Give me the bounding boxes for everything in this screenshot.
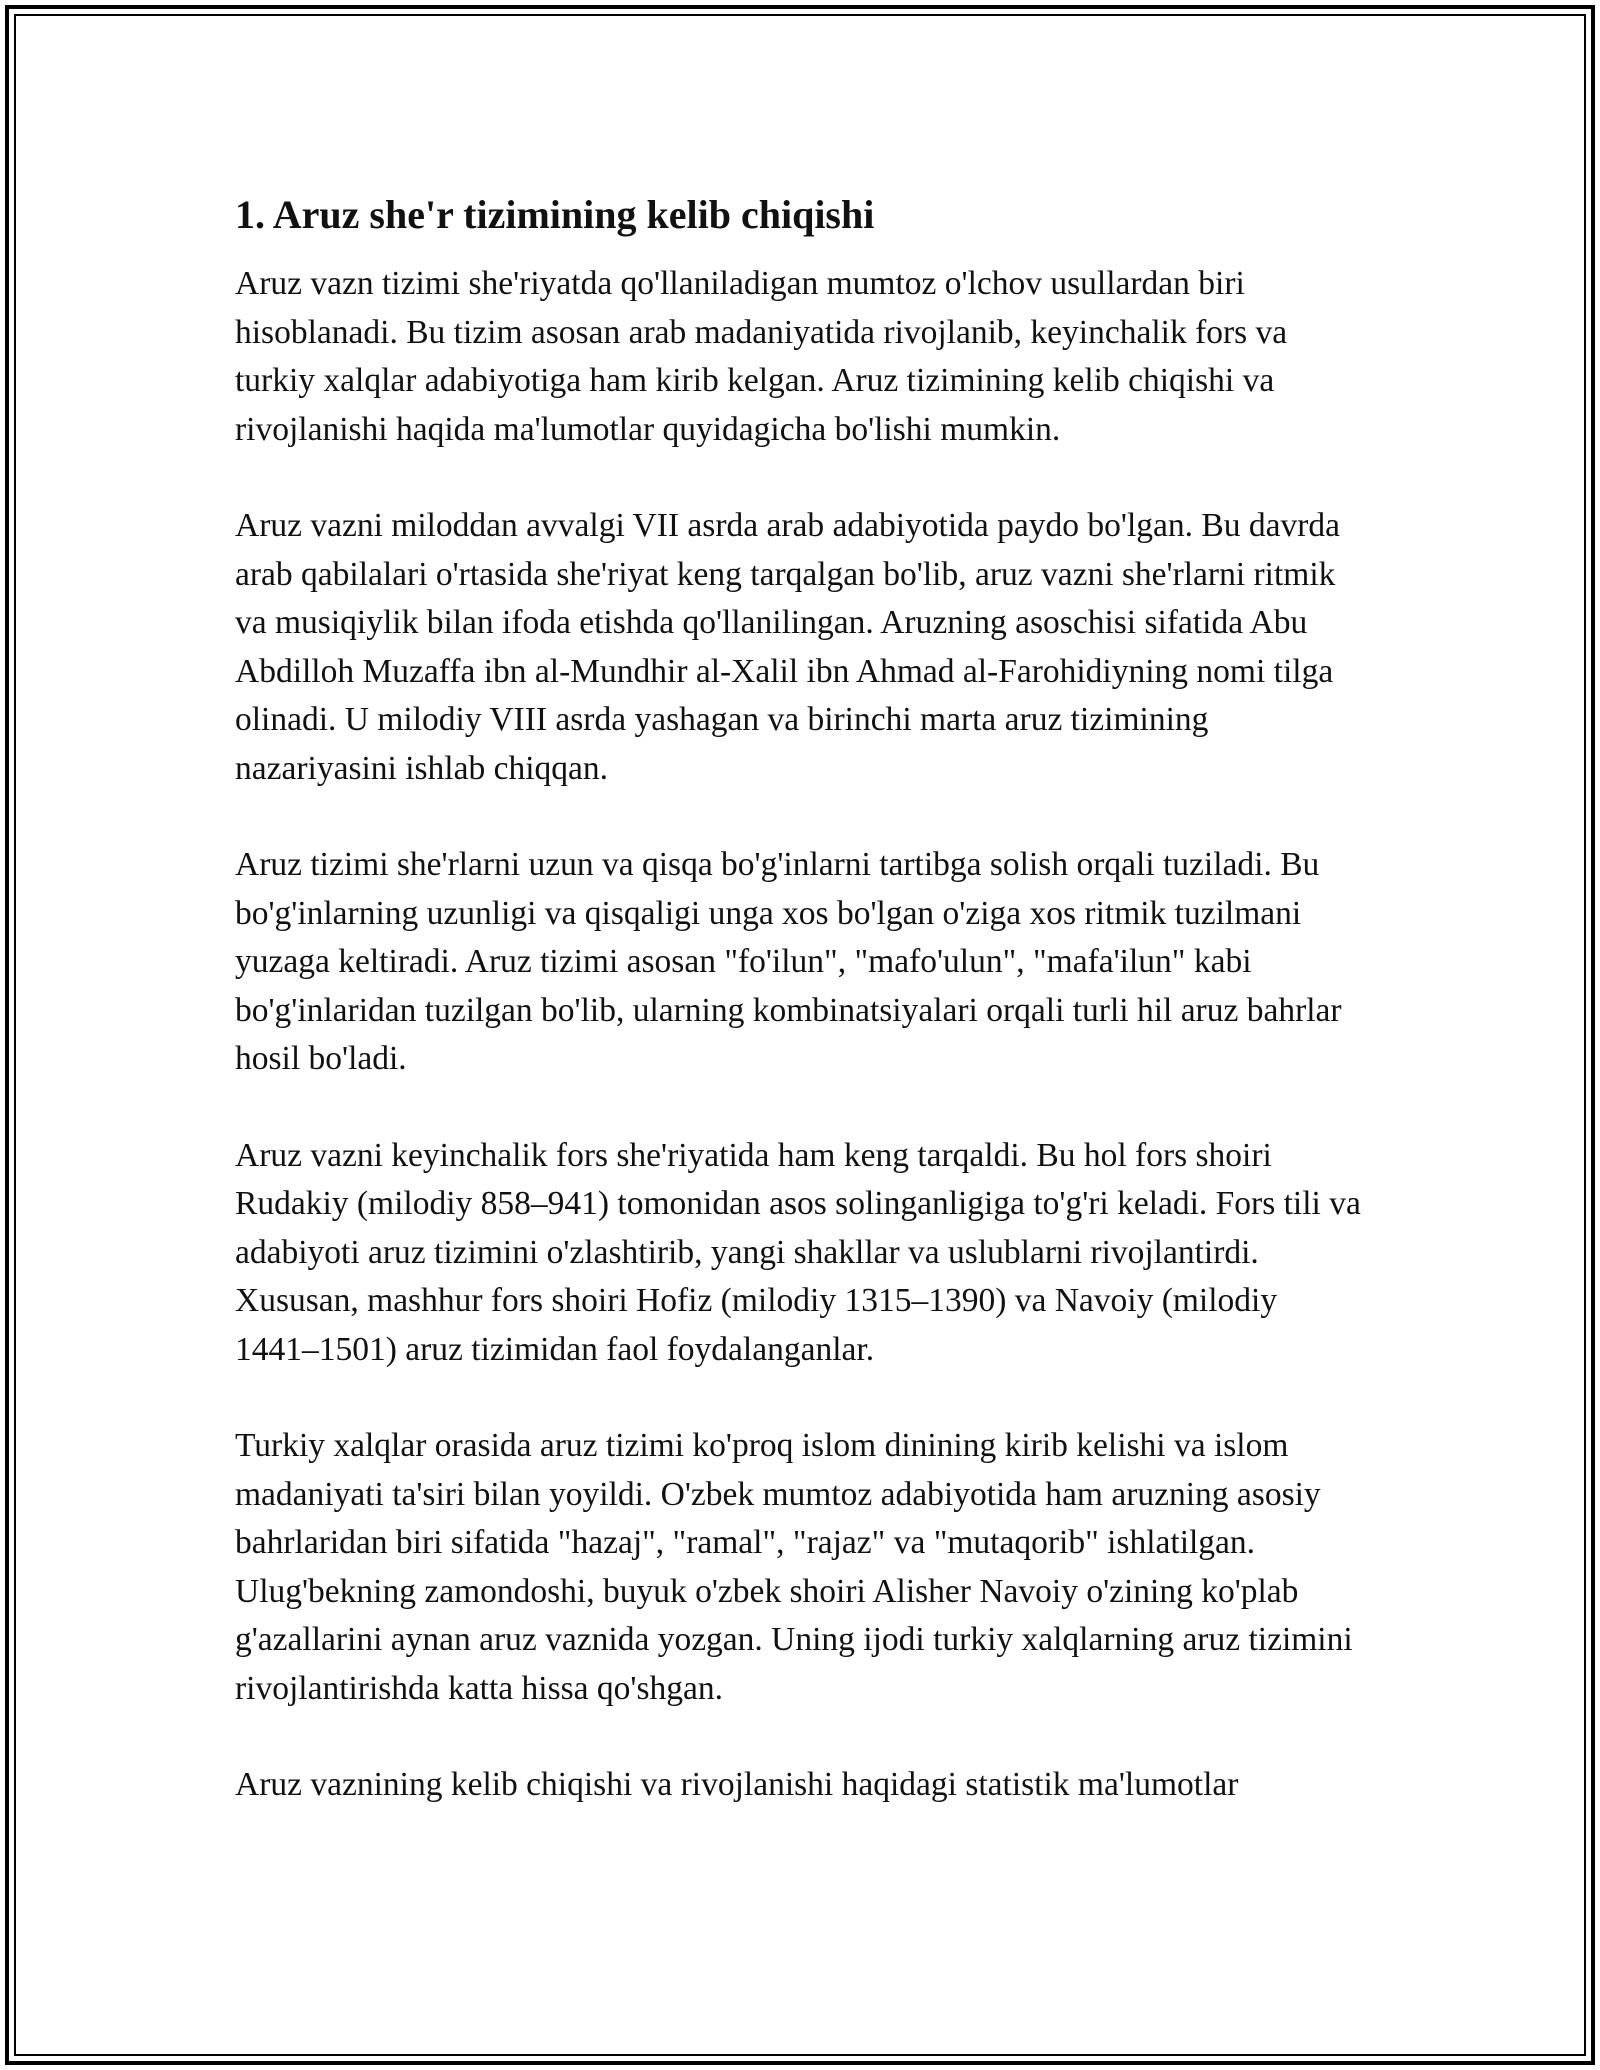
page-title: 1. Aruz she'r tizimining kelib chiqishi (235, 192, 875, 237)
document-body (235, 190, 1365, 1858)
paragraph-persian-poetry: Aruz vazni keyinchalik fors she'riyatida ham keng tarqaldi. Bu hol fors shoiri Rudakiy (milodiy 858–941) tomonidan asos solinganligiga to'g'ri keladi. Fors tili va adabiyoti aruz tizimini o'zlashtirib, yangi shakllar va uslublarni rivojlantirdi. Xususan, mashhur fors shoiri Hofiz (milodiy 1315–1390) va Navoiy (milodiy 1441–1501) aruz tizimidan faol foydalanganlar. (235, 1136, 1361, 1368)
paragraph-syllable-structure: Aruz tizimi she'rlarni uzun va qisqa bo'g'inlarni tartibga solish orqali tuziladi. Bu bo'g'inlarning uzunligi va qisqaligi unga xos bo'lgan o'ziga xos ritmik tuzilmani yuzaga keltiradi. Aruz tizimi asosan "fo'ilun", "mafo'ulun", "mafa'ilun" kabi bo'g'inlaridan tuzilgan bo'lib, ularning kombinatsiyalari orqali turli hil aruz bahrlar hosil bo'ladi. (235, 846, 1342, 1077)
paragraph-arab-origin: Aruz vazni miloddan avvalgi VII asrda arab adabiyotida paydo bo'lgan. Bu davrda arab qabilalari o'rtasida she'riyat keng tarqalgan bo'lib, aruz vazni she'rlarni ritmik va musiqiylik bilan ifoda etishda qo'llanilingan. Aruzning asoschisi sifatida Abu Abdilloh Muzaffa ibn al-Mundhir al-Xalil ibn Ahmad al-Farohidiyning nomi tilga olinadi. U milodiy VIII asrda yashagan va birinchi marta aruz tizimining nazariyasini ishlab chiqqan. (235, 507, 1340, 787)
paragraph-turkic-peoples: Turkiy xalqlar orasida aruz tizimi ko'proq islom dinining kirib kelishi va islom madaniyati ta'siri bilan yoyildi. O'zbek mumtoz adabiyotida ham aruzning asosiy bahrlaridan biri sifatida "hazaj", "ramal", "rajaz" va "mutaqorib" ishlatilgan. Ulug'bekning zamondoshi, buyuk o'zbek shoiri Alisher Navoiy o'zining ko'plab g'azallarini aynan aruz vaznida yozgan. Uning ijodi turkiy xalqlarning aruz tizimini rivojlantirishda katta hissa qo'shgan. (235, 1427, 1353, 1707)
paragraph-statistics: Aruz vaznining kelib chiqishi va rivojlanishi haqidagi statistik ma'lumotlar (235, 1766, 1239, 1803)
paragraph-intro: Aruz vazn tizimi she'riyatda qo'llaniladigan mumtoz o'lchov usullardan biri hisoblanadi. Bu tizim asosan arab madaniyatida rivojlanib, keyinchalik fors va turkiy xalqlar adabiyotiga ham kirib kelgan. Aruz tizimining kelib chiqishi va rivojlanishi haqida ma'lumotlar quyidagicha bo'lishi mumkin. (235, 265, 1288, 448)
